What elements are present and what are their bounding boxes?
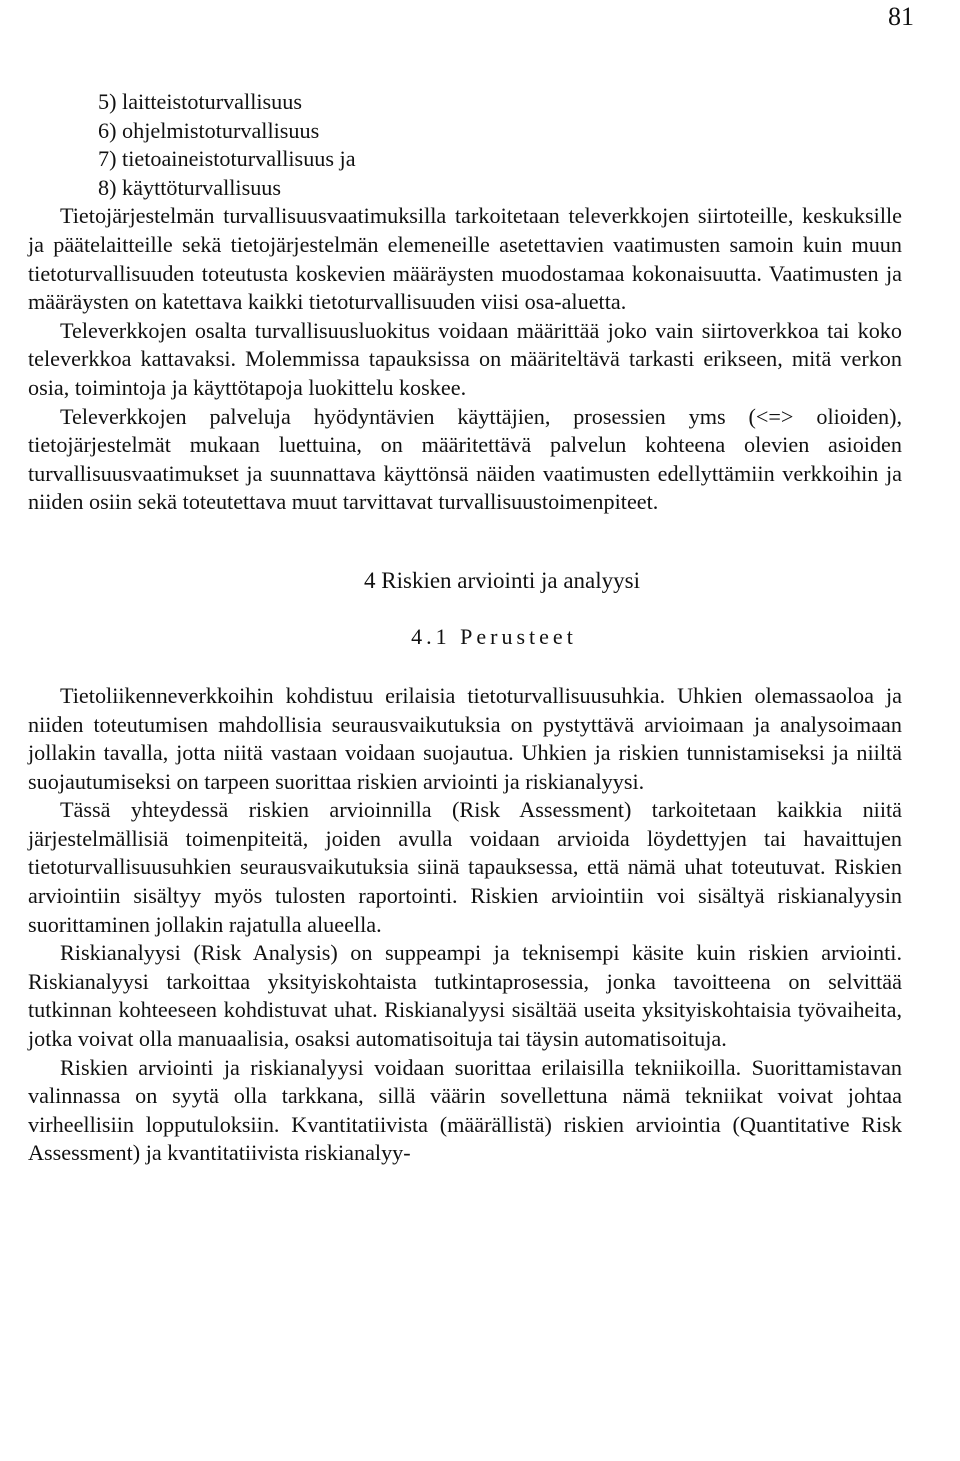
- page-body: [28, 88, 902, 1168]
- paragraph: Riskien arviointi ja riskianalyysi voidaan suorittaa erilaisilla tekniikoilla. Suorittamistavan valinnassa on syytä olla tarkkana, sillä väärin sovellettuna nämä tekniikat voivat johtaa virheellisiin lopputuloksiin. Kvantitatiivista (määrällistä) riskien arviointia (Quantitative Risk Assessment) ja kvantitatiivista riskianalyy-: [28, 1054, 902, 1166]
- list-item: 5) laitteistoturvallisuus: [98, 89, 302, 114]
- list-item: 6) ohjelmistoturvallisuus: [98, 117, 320, 143]
- spacer: [28, 655, 902, 682]
- subsection-heading: 4.1 Perusteet: [411, 623, 577, 649]
- paragraph: Tietojärjestelmän turvallisuusvaatimuksilla tarkoitetaan televerkkojen siirtoteille, keskuksille ja päätelaitteille sekä tietojärjestelmän elemeneille asetettavien vaatimusten samoin kuin muun tietoturvallisuuden toteutusta koskevien määräysten muodostamaa kokonaisuutta. Vaatimusten ja määräysten on katettava kaikki tietoturvallisuuden viisi osa-aluetta.: [28, 203, 902, 315]
- page-number: 81: [888, 2, 914, 31]
- paragraph: Tietoliikenneverkkoihin kohdistuu erilaisia tietoturvallisuusuhkia. Uhkien olemassaoloa ja niiden toteutumisen mahdollisia seurausvaikutuksia on pystyttävä arvioimaan ja analysoimaan jollakin tavalla, jotta niitä vastaan voidaan suojautua. Uhkien ja riskien tunnistamiseksi ja niiltä suojautumiseksi on tarpeen suorittaa riskien arviointi ja riskianalyysi.: [28, 682, 902, 794]
- paragraph: Tässä yhteydessä riskien arvioinnilla (Risk Assessment) tarkoitetaan kaikkia niitä järjestelmällisiä toimenpiteitä, joiden avulla voidaan arvioida löydettyjen tai havaittujen tietoturvallisuusuhkien seurausvaikutuksia siinä tapauksessa, että nämä uhat toteutuvat. Riskien arviointiin sisältyy myös tulosten raportointi. Riskien arviointiin voi sisältyä riskianalyysin suorittaminen jollakin rajatulla alueella.: [28, 797, 902, 937]
- list-item: 8) käyttöturvallisuus: [98, 174, 282, 200]
- list-item: 7) tietoaineistoturvallisuus ja: [98, 146, 356, 172]
- section-heading: 4 Riskien arviointi ja analyysi: [364, 567, 640, 593]
- paragraph: Televerkkojen osalta turvallisuusluokitus voidaan määrittää joko vain siirtoverkkoa tai koko televerkkoa kattavaksi. Molemmissa tapauksissa on määriteltävä tarkasti erikseen, mitä verkon osia, toimintoja ja käyttötapoja luokittelu koskee.: [28, 317, 902, 400]
- paragraph: Televerkkojen palveluja hyödyntävien käyttäjien, prosessien yms (<=> olioiden), tietojärjestelmät mukaan luettuina, on määritettävä palvelun kohteena olevien asioiden turvallisuusvaatimukset ja suunnattava käyttönsä näiden vaatimusten edellyttämiin verkkoihin ja niiden osiin sekä toteutettava muut tarvittavat turvallisuustoimenpiteet.: [28, 403, 902, 515]
- paragraph: Riskianalyysi (Risk Analysis) on suppeampi ja teknisempi käsite kuin riskien arviointi. Riskianalyysi tarkoittaa yksityiskohtaista tutkintaprosessia, jonka tavoitteena on selvittää tutkinnan kohteeseen kohdistuvat uhat. Riskianalyysi sisältää useita yksityiskohtaisia työvaiheita, jotka voivat olla manuaalisia, osaksi automatisoituja tai täysin automatisoituja.: [28, 940, 902, 1052]
